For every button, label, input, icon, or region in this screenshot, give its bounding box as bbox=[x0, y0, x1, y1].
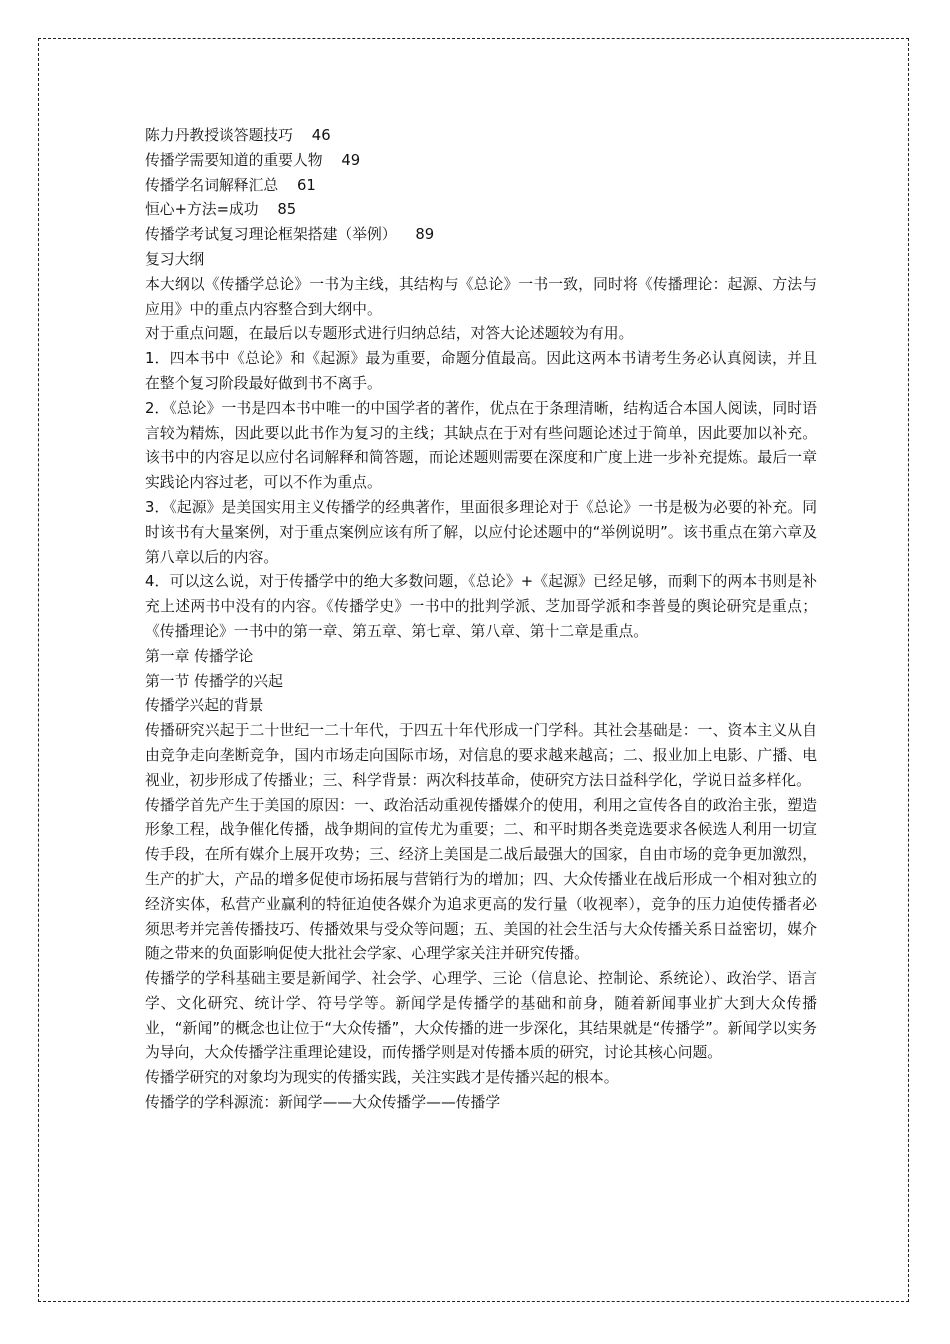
toc-entry: 陈力丹教授谈答题技巧 46 bbox=[145, 127, 331, 144]
body-paragraph: 传播学首先产生于美国的原因：一、政治活动重视传播媒介的使用，利用之宣传各自的政治主张，塑造形象工程，战争催化传播，战争期间的宣传尤为重要；二、和平时期各类竞选要求各候选人利用一切宣传手段，在所有媒介上展开攻势；三、经济上美国是二战后最强大的国家，自由市场的竞争更加激烈，生产的扩大，产品的增多促使市场拓展与营销行为的增加；四、大众传播业在战后形成一个相对独立的经济实体，私营产业赢利的特征迫使各媒介为追求更高的发行量（收视率），竞争的压力迫使传播者必须思考并完善传播技巧、传播效果与受众等问题；五、美国的社会生活与大众传播关系日益密切，媒介随之带来的负面影响促使大批社会学家、心理学家关注并研究传播。 bbox=[145, 796, 817, 963]
toc-entry: 传播学考试复习理论框架搭建（举例） 89 bbox=[145, 226, 435, 244]
paragraph: 本大纲以《传播学总论》一书为主线，其结构与《总论》一书一致，同时将《传播理论：起源、方法与应用》中的重点内容整合到大纲中。 bbox=[145, 275, 817, 318]
toc-entry: 恒心+方法=成功 85 bbox=[145, 201, 297, 219]
body-paragraph: 传播学研究的对象均为现实的传播实践，关注实践才是传播兴起的根本。 bbox=[145, 1069, 619, 1087]
body-paragraph: 传播研究兴起于二十世纪一二十年代，于四五十年代形成一门学科。其社会基础是：一、资本主义从自由竞争走向垄断竞争，国内市场走向国际市场，对信息的要求越来越高；二、报业加上电影、广播、电视业，初步形成了传播业；三、科学背景：两次科技革命，使研究方法日益科学化，学说日益多样化。 bbox=[145, 722, 817, 789]
paragraph: 对于重点问题，在最后以专题形式进行归纳总结，对答大论述题较为有用。 bbox=[145, 325, 634, 343]
subsection-title: 传播学兴起的背景 bbox=[145, 697, 264, 715]
paragraph: 1．四本书中《总论》和《起源》最为重要，命题分值最高。因此这两本书请考生务必认真阅读，并且在整个复习阶段最好做到书不离手。 bbox=[145, 350, 817, 392]
toc-entry: 传播学名词解释汇总 61 bbox=[145, 176, 316, 194]
paragraph: 4．可以这么说，对于传播学中的绝大多数问题，《总论》+《起源》已经足够，而剩下的两本书则是补充上述两书中没有的内容。《传播学史》一书中的批判学派、芝加哥学派和李普曼的舆论研究是重点；《传播理论》一书中的第一章、第五章、第七章、第八章、第十二章是重点。 bbox=[145, 573, 817, 640]
paragraph: 2．《总论》一书是四本书中唯一的中国学者的著作，优点在于条理清晰，结构适合本国人阅读，同时语言较为精炼，因此要以此书作为复习的主线；其缺点在于对有些问题论述过于简单，因此要加以补充。该书中的内容足以应付名词解释和简答题，而论述题则需要在深度和广度上进一步补充提炼。最后一章实践论内容过老，可以不作为重点。 bbox=[145, 399, 817, 492]
section-title: 第一节 传播学的兴起 bbox=[145, 672, 283, 690]
document-body bbox=[145, 124, 817, 1116]
toc-entry: 传播学需要知道的重要人物 49 bbox=[145, 151, 361, 169]
paragraph: 3．《起源》是美国实用主义传播学的经典著作，里面很多理论对于《总论》一书是极为必要的补充。同时该书有大量案例，对于重点案例应该有所了解，以应付论述题中的“举例说明”。该书重点在第六章及第八章以后的内容。 bbox=[145, 498, 817, 566]
body-paragraph: 传播学的学科源流：新闻学——大众传播学——传播学 bbox=[145, 1094, 501, 1112]
chapter-title: 第一章 传播学论 bbox=[145, 647, 254, 665]
body-paragraph: 传播学的学科基础主要是新闻学、社会学、心理学、三论（信息论、控制论、系统论）、政治学、语言学、文化研究、统计学、符号学等。新闻学是传播学的基础和前身，随着新闻事业扩大到大众传播业，“新闻”的概念也让位于“大众传播”，大众传播的进一步深化，其结果就是“传播学”。新闻学以实务为导向，大众传播学注重理论建设，而传播学则是对传播本质的研究，讨论其核心问题。 bbox=[145, 970, 817, 1062]
outline-heading: 复习大纲 bbox=[145, 250, 205, 268]
